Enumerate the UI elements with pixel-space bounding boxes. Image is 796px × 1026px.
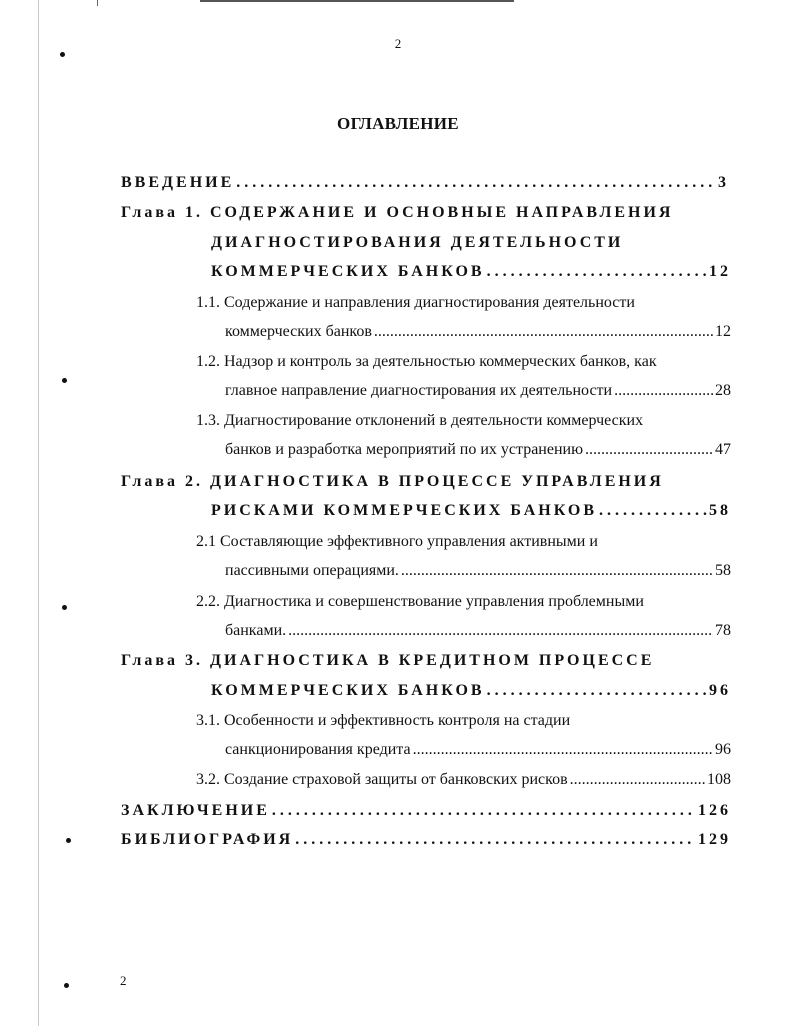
entry-label: КОММЕРЧЕСКИХ БАНКОВ (211, 263, 485, 280)
scan-artifact-tick (97, 0, 98, 6)
toc-entry-section-1-3 (225, 441, 731, 463)
entry-page: 12 (709, 263, 731, 280)
scan-speck (64, 983, 69, 988)
scan-edge (38, 0, 39, 1026)
chapter1-heading-line1: Глава 1. СОДЕРЖАНИЕ И ОСНОВНЫЕ НАПРАВЛЕНИЯ (121, 204, 674, 221)
toc-entry-chapter2 (211, 502, 731, 524)
leader-dots (585, 441, 713, 459)
entry-page: 78 (715, 622, 731, 639)
toc-entry-chapter3 (211, 682, 731, 704)
entry-page: 58 (715, 562, 731, 579)
toc-entry-section-3-1 (225, 741, 731, 763)
leader-dots (374, 323, 713, 341)
leader-dots (295, 831, 696, 849)
chapter3-heading-line1: Глава 3. ДИАГНОСТИКА В КРЕДИТНОМ ПРОЦЕССЕ (121, 652, 655, 669)
entry-page: 3 (718, 174, 729, 191)
toc-entry-section-3-2 (196, 771, 731, 793)
entry-label: ВВЕДЕНИЕ (121, 174, 235, 191)
entry-label: банков и разработка мероприятий по их устранению (225, 441, 584, 458)
entry-label: РИСКАМИ КОММЕРЧЕСКИХ БАНКОВ (211, 502, 598, 519)
entry-page: 129 (698, 831, 731, 848)
scan-speck (62, 605, 67, 610)
entry-page: 12 (715, 323, 731, 340)
entry-page: 47 (715, 441, 731, 458)
entry-label: банками. (225, 622, 287, 639)
section-1-1-line1: 1.1. Содержание и направления диагностирования деятельности (196, 294, 635, 311)
entry-label: главное направление диагностирования их деятельности (225, 382, 613, 399)
entry-page: 58 (709, 502, 731, 519)
toc-entry-chapter1 (211, 263, 731, 285)
section-3-1-line1: 3.1. Особенности и эффективность контроля на стадии (196, 712, 571, 729)
toc-entry-section-2-1 (225, 562, 731, 584)
toc-entry-conclusion (121, 802, 731, 824)
entry-label: пассивными операциями. (225, 562, 399, 579)
leader-dots (570, 771, 705, 789)
entry-page: 96 (715, 741, 731, 758)
leader-dots (487, 682, 707, 700)
chapter1-heading-line2: ДИАГНОСТИРОВАНИЯ ДЕЯТЕЛЬНОСТИ (211, 234, 624, 251)
toc-entry-bibliography (121, 831, 731, 853)
toc-entry-intro (121, 174, 729, 196)
toc-entry-section-2-2 (225, 622, 731, 644)
entry-page: 96 (709, 682, 731, 699)
leader-dots (614, 382, 713, 400)
scan-artifact-line (200, 0, 514, 2)
page-number-top: 2 (394, 36, 402, 51)
entry-label: коммерческих банков (225, 323, 372, 340)
toc-entry-section-1-1 (225, 323, 731, 345)
entry-label: ЗАКЛЮЧЕНИЕ (121, 802, 270, 819)
leader-dots (487, 263, 707, 281)
page-number-bottom: 2 (120, 973, 127, 988)
entry-page: 108 (707, 771, 731, 788)
toc-entry-section-1-2 (225, 382, 731, 404)
leader-dots (288, 622, 713, 640)
section-1-2-line1: 1.2. Надзор и контроль за деятельностью коммерческих банков, как (196, 353, 657, 370)
leader-dots (599, 502, 707, 520)
entry-page: 28 (715, 382, 731, 399)
section-2-2-line1: 2.2. Диагностика и совершенствование управления проблемными (196, 593, 644, 610)
section-2-1-line1: 2.1 Составляющие эффективного управления активными и (196, 533, 598, 550)
leader-dots (401, 562, 713, 580)
leader-dots (272, 802, 696, 820)
chapter2-heading-line1: Глава 2. ДИАГНОСТИКА В ПРОЦЕССЕ УПРАВЛЕНИЯ (121, 473, 664, 490)
toc-title: ОГЛАВЛЕНИЕ (337, 114, 459, 133)
entry-page: 126 (698, 802, 731, 819)
scan-speck (66, 838, 71, 843)
scan-speck (60, 52, 65, 57)
leader-dots (236, 174, 716, 192)
entry-label: БИБЛИОГРАФИЯ (121, 831, 294, 848)
scan-speck (62, 378, 67, 383)
entry-label: 3.2. Создание страховой защиты от банковских рисков (196, 771, 568, 788)
entry-label: санкционирования кредита (225, 741, 411, 758)
section-1-3-line1: 1.3. Диагностирование отклонений в деятельности коммерческих (196, 412, 644, 429)
entry-label: КОММЕРЧЕСКИХ БАНКОВ (211, 682, 485, 699)
leader-dots (413, 741, 713, 759)
